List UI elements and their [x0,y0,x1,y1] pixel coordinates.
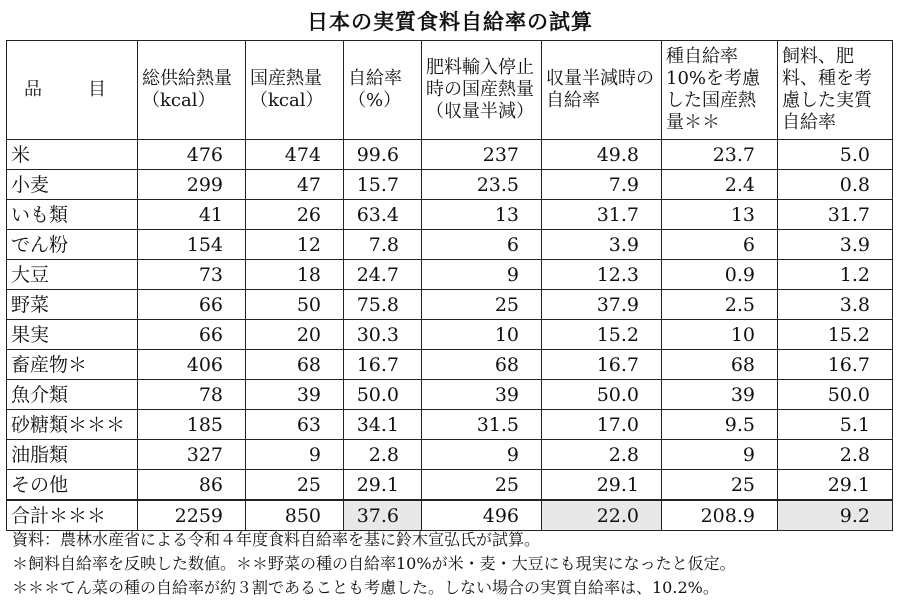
table-row [7,230,893,260]
value-cell: 9.5 [662,410,778,440]
value-cell: 30.3 [344,320,422,350]
value-cell: 63.4 [344,200,422,230]
table-row [7,410,893,440]
item-name-cell: 野菜 [7,290,138,320]
value-cell: 25 [422,470,542,501]
table-row [7,290,893,320]
value-cell: 66 [138,320,246,350]
value-cell: 0.8 [778,170,893,200]
value-cell: 15.7 [344,170,422,200]
value-cell: 39 [662,380,778,410]
value-cell: 29.1 [778,470,893,501]
value-cell: 37.9 [542,290,662,320]
value-cell: 2.4 [662,170,778,200]
value-cell: 31.5 [422,410,542,440]
value-cell: 3.9 [542,230,662,260]
value-cell: 850 [246,500,344,531]
value-cell: 476 [138,140,246,170]
value-cell: 66 [138,290,246,320]
item-name-cell: 畜産物＊ [7,350,138,380]
value-cell: 86 [138,470,246,501]
value-cell: 16.7 [344,350,422,380]
header-domestic-energy: 国産熱量（kcal） [246,41,344,140]
value-cell: 154 [138,230,246,260]
header-self-sufficiency: 自給率（%） [344,41,422,140]
value-cell: 474 [246,140,344,170]
item-name-cell: 大豆 [7,260,138,290]
item-name-cell: 果実 [7,320,138,350]
value-cell: 50 [246,290,344,320]
value-cell: 68 [422,350,542,380]
value-cell: 99.6 [344,140,422,170]
value-cell: 39 [422,380,542,410]
header-fertilizer-stop: 肥料輸入停止時の国産熱量（収量半減） [422,41,542,140]
value-cell: 23.5 [422,170,542,200]
value-cell: 34.1 [344,410,422,440]
table-body [7,140,893,531]
value-cell: 3.8 [778,290,893,320]
value-cell: 20 [246,320,344,350]
value-cell: 41 [138,200,246,230]
value-cell: 5.1 [778,410,893,440]
value-cell: 2.8 [778,440,893,470]
value-cell: 50.0 [542,380,662,410]
value-cell: 12.3 [542,260,662,290]
header-row [7,41,893,140]
table-row [7,380,893,410]
value-cell: 208.9 [662,500,778,531]
value-cell: 237 [422,140,542,170]
value-cell: 496 [422,500,542,531]
value-cell: 2.5 [662,290,778,320]
item-name-cell: 小麦 [7,170,138,200]
value-cell: 406 [138,350,246,380]
value-cell: 50.0 [778,380,893,410]
value-cell: 15.2 [778,320,893,350]
value-cell: 327 [138,440,246,470]
value-cell: 31.7 [542,200,662,230]
header-halved-yield-rate: 収量半減時の自給率 [542,41,662,140]
table-row [7,260,893,290]
item-name-cell: 砂糖類＊＊＊ [7,410,138,440]
notes [12,528,892,600]
header-total-supply: 総供給熱量（kcal） [138,41,246,140]
value-cell: 26 [246,200,344,230]
item-name-cell: 合計＊＊＊ [7,500,138,531]
value-cell: 68 [662,350,778,380]
value-cell: 299 [138,170,246,200]
value-cell: 17.0 [542,410,662,440]
value-cell: 31.7 [778,200,893,230]
note-1: ＊飼料自給率を反映した数値。＊＊野菜の種の自給率10%が米・麦・大豆にも現実になったと仮定。 [12,554,736,573]
value-cell: 78 [138,380,246,410]
value-cell: 1.2 [778,260,893,290]
value-cell: 25 [246,470,344,501]
value-cell: 50.0 [344,380,422,410]
value-cell: 9 [422,260,542,290]
value-cell: 12 [246,230,344,260]
value-cell: 73 [138,260,246,290]
value-cell: 10 [662,320,778,350]
value-cell: 16.7 [542,350,662,380]
value-cell: 10 [422,320,542,350]
value-cell: 0.9 [662,260,778,290]
table-row [7,350,893,380]
value-cell: 9 [246,440,344,470]
value-cell: 63 [246,410,344,440]
table-row [7,200,893,230]
table-row [7,470,893,501]
value-cell: 13 [662,200,778,230]
value-cell: 7.9 [542,170,662,200]
header-item: 品 目 [7,41,138,140]
value-cell: 5.0 [778,140,893,170]
note-source: 資料：農林水産省による令和４年度食料自給率を基に鈴木宣弘氏が試算。 [12,530,541,549]
value-cell: 9 [422,440,542,470]
value-cell: 23.7 [662,140,778,170]
value-cell: 49.8 [542,140,662,170]
value-cell: 185 [138,410,246,440]
item-name-cell: その他 [7,470,138,501]
value-cell: 2.8 [344,440,422,470]
item-name-cell: でん粉 [7,230,138,260]
value-cell: 29.1 [542,470,662,501]
value-cell: 13 [422,200,542,230]
note-2: ＊＊＊てん菜の種の自給率が約３割であることも考慮した。しない場合の実質自給率は、10.2%。 [12,578,719,597]
header-real-rate: 飼料、肥料、種を考慮した実質自給率 [778,41,893,140]
table-row [7,140,893,170]
table-row [7,440,893,470]
value-cell: 37.6 [344,500,422,531]
value-cell: 6 [662,230,778,260]
value-cell: 75.8 [344,290,422,320]
item-name-cell: いも類 [7,200,138,230]
value-cell: 18 [246,260,344,290]
table-row [7,320,893,350]
value-cell: 29.1 [344,470,422,501]
item-name-cell: 米 [7,140,138,170]
value-cell: 9 [662,440,778,470]
value-cell: 47 [246,170,344,200]
value-cell: 39 [246,380,344,410]
value-cell: 7.8 [344,230,422,260]
value-cell: 16.7 [778,350,893,380]
value-cell: 22.0 [542,500,662,531]
item-name-cell: 油脂類 [7,440,138,470]
value-cell: 25 [662,470,778,501]
value-cell: 25 [422,290,542,320]
value-cell: 9.2 [778,500,893,531]
value-cell: 3.9 [778,230,893,260]
value-cell: 15.2 [542,320,662,350]
item-name-cell: 魚介類 [7,380,138,410]
value-cell: 2259 [138,500,246,531]
value-cell: 68 [246,350,344,380]
total-row [7,500,893,531]
self-sufficiency-table [6,40,893,531]
value-cell: 2.8 [542,440,662,470]
header-seed-adjusted: 種自給率10%を考慮した国産熱量＊＊ [662,41,778,140]
page-title: 日本の実質食料自給率の試算 [307,10,593,34]
value-cell: 24.7 [344,260,422,290]
table-row [7,170,893,200]
value-cell: 6 [422,230,542,260]
